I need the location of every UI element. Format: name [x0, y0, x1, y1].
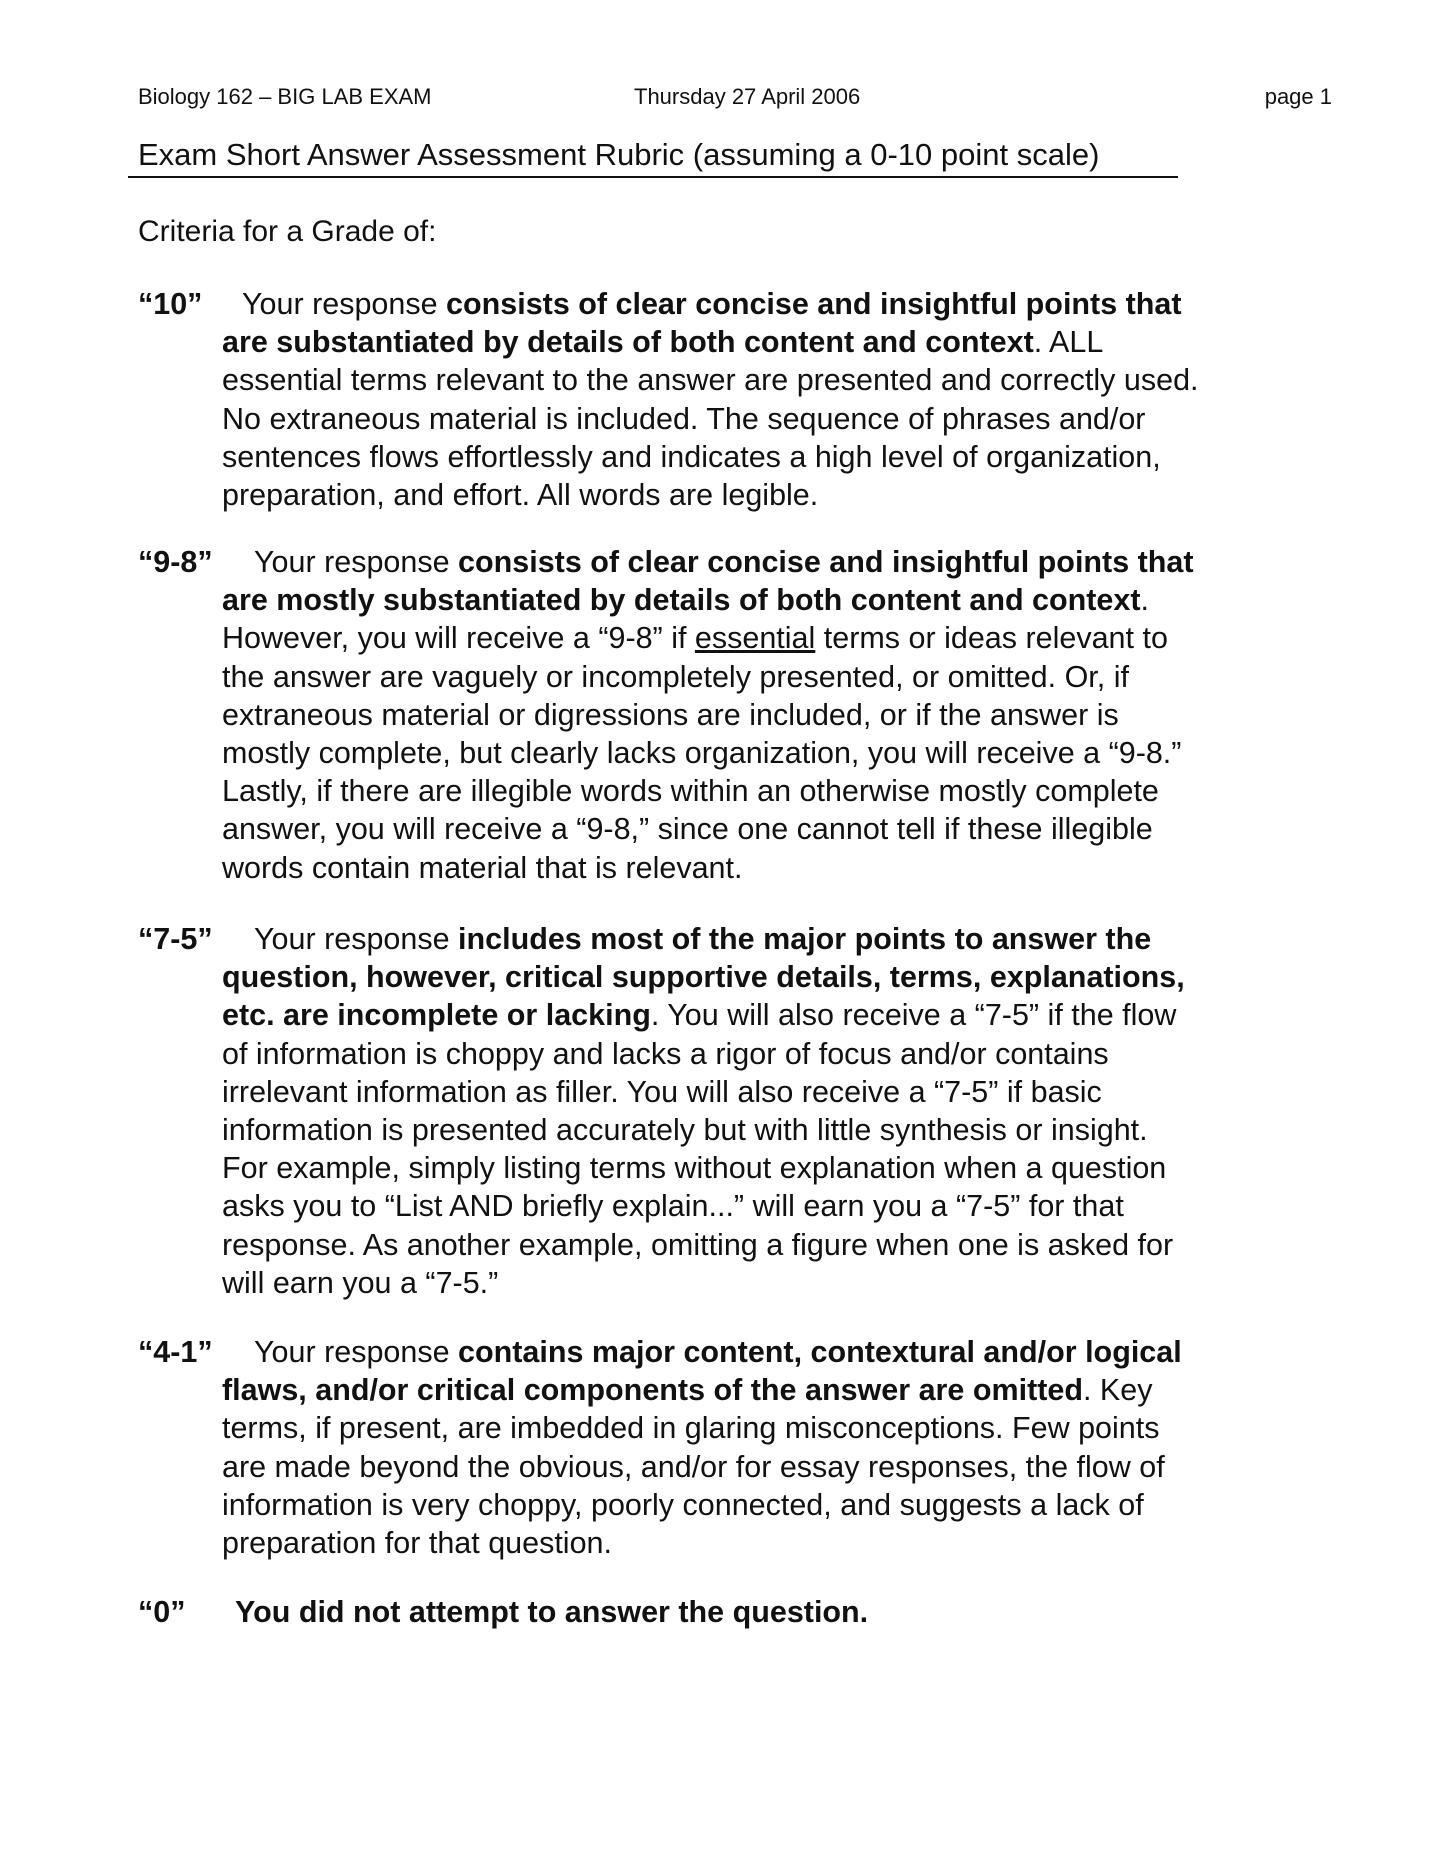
description-line: No extraneous material is included. The sequence of phrases and/or	[222, 401, 1146, 436]
exam-date: Thursday 27 April 2006	[634, 84, 861, 109]
grade-description	[222, 543, 1308, 887]
course-title: Biology 162 – BIG LAB EXAM	[138, 84, 432, 109]
grade-4-1-section	[138, 1333, 1308, 1562]
description-line: answer, you will receive a “9-8,” since one cannot tell if these illegible	[222, 812, 1153, 847]
description-line	[222, 1333, 1308, 1371]
description-line: preparation for that question.	[222, 1526, 612, 1561]
bold-text-run: includes most of the major points to answer the	[458, 922, 1152, 956]
grade-label: “7-5”	[138, 922, 213, 956]
bold-text-run: etc. are incomplete or lacking	[222, 998, 651, 1033]
grade-label: “9-8”	[138, 545, 213, 579]
page-header	[138, 84, 1332, 112]
text-run: Your response	[254, 545, 459, 579]
grade-label: “10”	[138, 287, 203, 321]
grade-label: “4-1”	[138, 1335, 213, 1369]
description-line	[222, 958, 1308, 996]
bold-text-run: contains major content, contextural and/or logical	[458, 1335, 1182, 1369]
text-run: However, you will receive a “9-8” if	[222, 621, 695, 656]
criteria-intro: Criteria for a Grade of:	[138, 215, 437, 248]
description-line: response. As another example, omitting a figure when one is asked for	[222, 1227, 1174, 1262]
grade-10-section	[138, 285, 1308, 514]
bold-text-run: consists of clear concise and insightful points that	[446, 287, 1182, 321]
description-line: asks you to “List AND briefly explain...” will earn you a “7-5” for that	[222, 1189, 1124, 1224]
description-line: sentences flows effortlessly and indicates a high level of organization,	[222, 439, 1161, 474]
description-line	[222, 1371, 1308, 1409]
description-line	[222, 581, 1308, 619]
description-line: Lastly, if there are illegible words within an otherwise mostly complete	[222, 774, 1159, 809]
bold-text-run: are substantiated by details of both content and context	[222, 325, 1034, 360]
text-run: Your response	[254, 922, 459, 956]
description-line	[222, 323, 1308, 361]
grade-description	[222, 285, 1308, 514]
bold-text-run: consists of clear concise and insightful points that	[458, 545, 1194, 579]
description-line	[217, 285, 1308, 323]
description-line: For example, simply listing terms without explanation when a question	[222, 1151, 1167, 1186]
description-line: mostly complete, but clearly lacks organization, you will receive a “9-8.”	[222, 736, 1182, 771]
description-line	[222, 619, 1308, 657]
description-line: extraneous material or digressions are included, or if the answer is	[222, 697, 1119, 732]
description-line	[222, 543, 1308, 581]
description-line: essential terms relevant to the answer are presented and correctly used.	[222, 363, 1199, 398]
grade-description	[222, 1333, 1308, 1562]
text-run: . ALL	[1033, 325, 1104, 360]
text-run: . You will also receive a “7-5” if the flow	[650, 998, 1177, 1033]
grade-description: You did not attempt to answer the question.	[235, 1595, 869, 1629]
description-line: terms, if present, are imbedded in glaring misconceptions. Few points	[222, 1411, 1160, 1446]
text-run: terms or ideas relevant to	[815, 621, 1168, 656]
description-line: irrelevant information as filler. You will also receive a “7-5” if basic	[222, 1074, 1102, 1109]
text-run: Your response	[254, 1335, 459, 1369]
description-line: of information is choppy and lacks a rigor of focus and/or contains	[222, 1036, 1109, 1071]
grade-description	[222, 920, 1308, 1302]
description-line: are made beyond the obvious, and/or for essay responses, the flow of	[222, 1449, 1165, 1484]
underlined-text-run: essential	[694, 621, 816, 656]
description-line: words contain material that is relevant.	[222, 850, 743, 885]
grade-9-8-section	[138, 543, 1308, 887]
description-line: the answer are vaguely or incompletely presented, or omitted. Or, if	[222, 659, 1129, 694]
text-run: . Key	[1082, 1373, 1153, 1408]
description-line: preparation, and effort. All words are legible.	[222, 478, 819, 513]
description-line: will earn you a “7-5.”	[222, 1265, 499, 1300]
grade-label: “0”	[138, 1595, 186, 1629]
bold-text-run: are mostly substantiated by details of both content and context	[222, 583, 1141, 618]
page-number: page 1	[1264, 84, 1332, 109]
rubric-title: Exam Short Answer Assessment Rubric (assuming a 0-10 point scale)	[128, 136, 1178, 178]
description-line	[222, 996, 1308, 1034]
description-line: information is very choppy, poorly connected, and suggests a lack of	[222, 1487, 1144, 1522]
text-run: Your response	[242, 287, 447, 321]
bold-text-run: flaws, and/or critical components of the answer are omitted	[222, 1373, 1083, 1408]
text-run: .	[1140, 583, 1149, 618]
description-line: information is presented accurately but with little synthesis or insight.	[222, 1113, 1148, 1148]
grade-7-5-section	[138, 920, 1308, 1302]
description-line	[222, 920, 1308, 958]
bold-text-run: question, however, critical supportive details, terms, explanations,	[222, 960, 1185, 995]
